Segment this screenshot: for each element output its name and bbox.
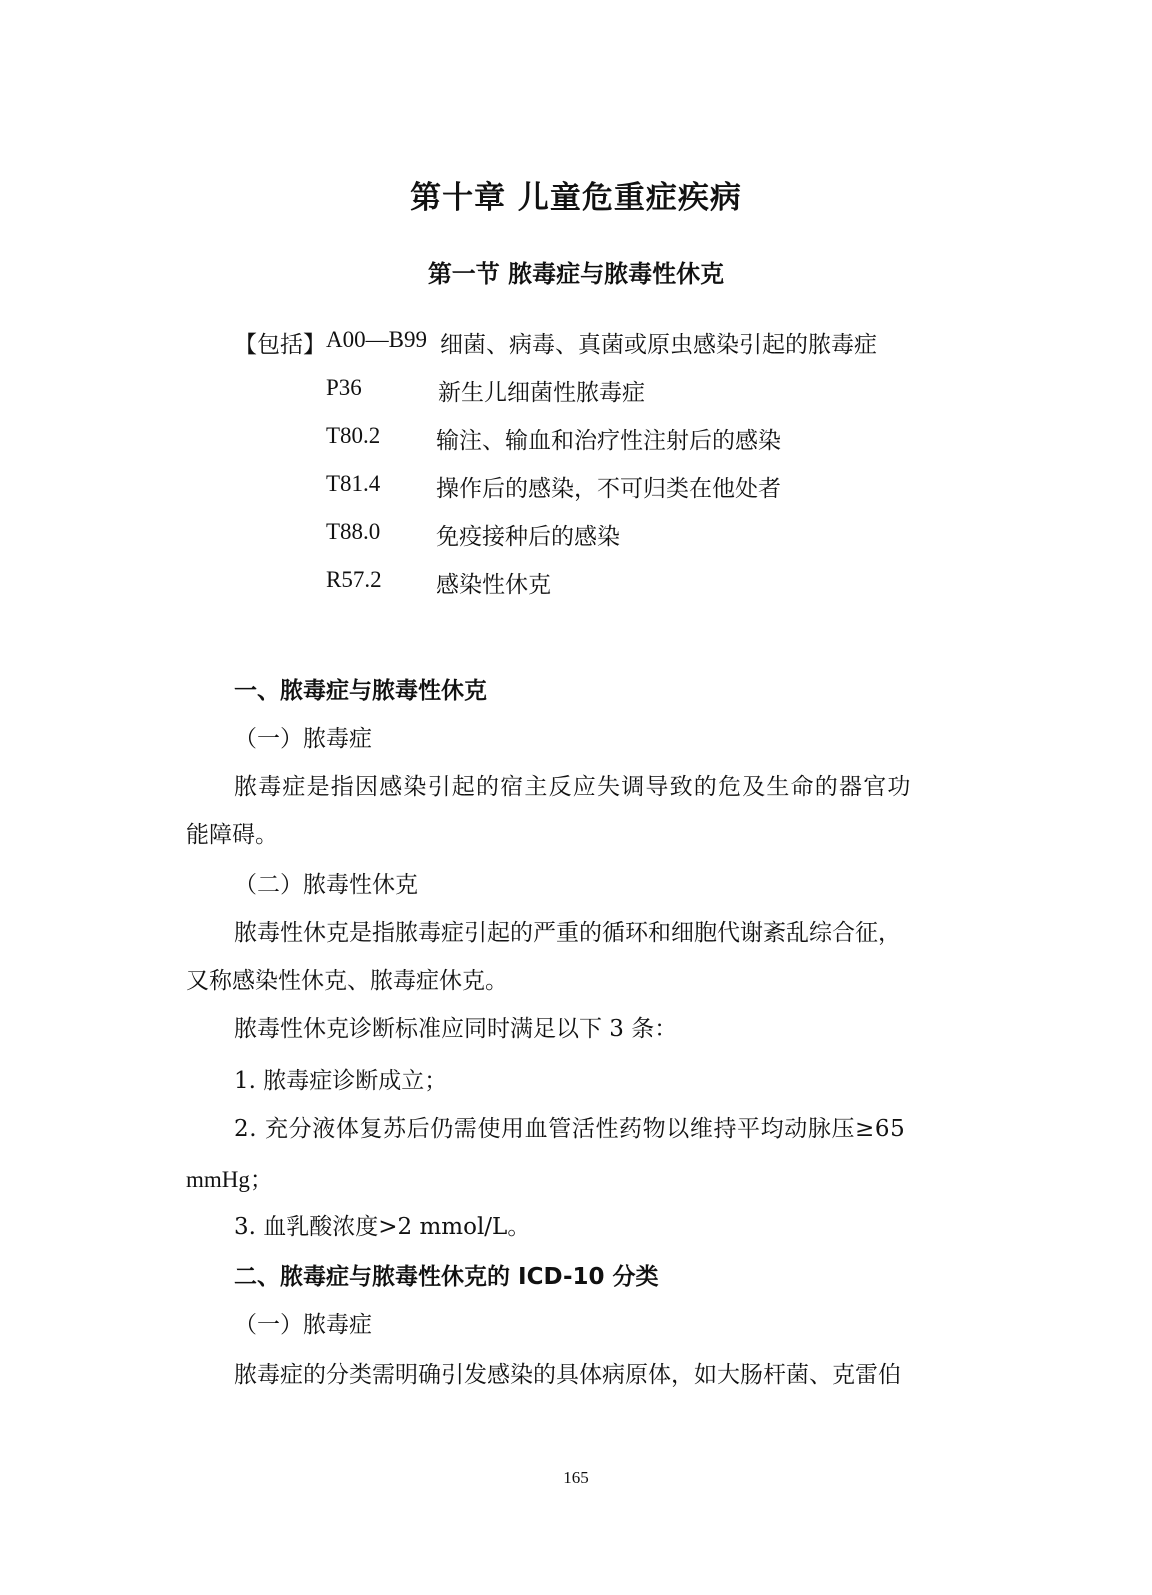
heading-1: 一、脓毒症与脓毒性休克 [234, 678, 487, 704]
paragraph-shock-def: 脓毒性休克是指脓毒症引起的严重的循环和细胞代谢紊乱综合征， [234, 920, 901, 946]
paragraph-sepsis-def-cont: 能障碍。 [186, 822, 278, 848]
include-item-code: T88.0 [326, 519, 381, 544]
list-item-1: 1. 脓毒症诊断成立； [234, 1068, 448, 1094]
subheading-septic-shock: （二）脓毒性休克 [234, 872, 418, 898]
include-desc: 细菌、病毒、真菌或原虫感染引起的脓毒症 [440, 332, 877, 358]
include-label: 【包括】 [234, 332, 326, 358]
paragraph-sepsis-def: 脓毒症是指因感染引起的宿主反应失调导致的危及生命的器官功 [234, 774, 912, 800]
list-item-3: 3. 血乳酸浓度>2 mmol/L。 [234, 1214, 531, 1240]
list-item-2: 2. 充分液体复苏后仍需使用血管活性药物以维持平均动脉压≥65 [234, 1116, 906, 1142]
include-item-code: P36 [326, 375, 362, 400]
include-item-desc: 免疫接种后的感染 [436, 524, 620, 550]
include-item-desc: 感染性休克 [436, 572, 551, 598]
chapter-title: 第十章 儿童危重症疾病 [410, 180, 742, 216]
include-item-desc: 操作后的感染，不可归类在他处者 [436, 476, 781, 502]
subheading-sepsis: （一）脓毒症 [234, 726, 372, 752]
paragraph-shock-def-cont: 又称感染性休克、脓毒症休克。 [186, 968, 508, 994]
include-item-desc: 输注、输血和治疗性注射后的感染 [436, 428, 781, 454]
include-item-desc: 新生儿细菌性脓毒症 [438, 380, 645, 406]
heading-2: 二、脓毒症与脓毒性休克的 ICD-10 分类 [234, 1264, 659, 1290]
subheading-sepsis-2: （一）脓毒症 [234, 1312, 372, 1338]
include-item-code: T80.2 [326, 423, 381, 448]
list-item-2-cont: mmHg； [186, 1167, 273, 1192]
section-title: 第一节 脓毒症与脓毒性休克 [427, 260, 725, 288]
page-number: 165 [563, 1468, 589, 1487]
paragraph-classification: 脓毒症的分类需明确引发感染的具体病原体，如大肠杆菌、克雷伯 [234, 1362, 901, 1388]
paragraph-criteria: 脓毒性休克诊断标准应同时满足以下 3 条： [234, 1016, 678, 1042]
include-item-code: T81.4 [326, 471, 381, 496]
include-code: A00—B99 [326, 327, 427, 352]
include-item-code: R57.2 [326, 567, 382, 592]
